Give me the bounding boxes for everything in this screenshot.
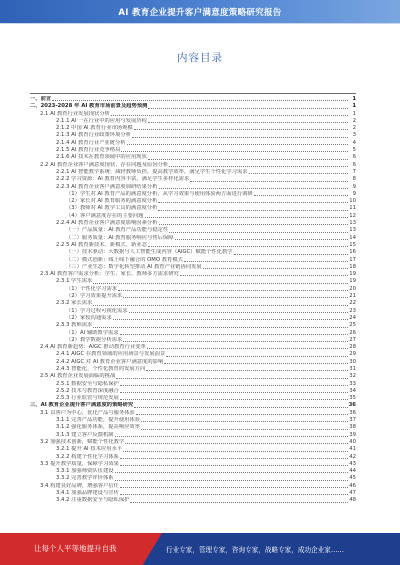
toc-entry-page-number: 1: [352, 96, 356, 102]
toc-entry[interactable]: [0, 220, 356, 227]
footer-tagline: 行业专家，管理专家，咨询专家，战略专家，成功企业家……: [166, 546, 345, 554]
dot-leader: [136, 414, 348, 415]
dot-leader: [180, 275, 348, 276]
toc-entry-title: 2.3 AI 教育客户需求分析：学生、家长、教师多方需求研究: [40, 271, 179, 278]
dot-leader: [118, 290, 348, 291]
dot-leader: [169, 166, 348, 167]
toc-entry-page-number: 20: [349, 285, 356, 292]
toc-entry-title: 2.1.4 AI 教育行业产业链分析: [56, 139, 126, 146]
dot-leader: [254, 195, 348, 196]
toc-entry-page-number: 40: [349, 438, 356, 445]
toc-entry-title: （二）模式创新：线上线下融合的 OMO 教育模式: [66, 256, 183, 263]
toc-entry-page-number: 11: [349, 205, 356, 212]
toc-entry[interactable]: [0, 293, 356, 300]
toc-entry[interactable]: [0, 337, 356, 344]
dot-leader: [120, 487, 348, 488]
dot-leader: [120, 334, 348, 335]
toc-entry[interactable]: [0, 111, 356, 118]
toc-entry[interactable]: [0, 125, 356, 132]
toc-entry[interactable]: [0, 147, 356, 154]
toc-entry[interactable]: [0, 205, 356, 212]
toc-entry[interactable]: [0, 213, 356, 220]
toc-entry-title: 2.5.3 行业监管与规范发展: [56, 395, 119, 402]
toc-entry[interactable]: [0, 264, 356, 271]
dot-leader: [120, 458, 348, 459]
dot-leader: [190, 181, 348, 182]
toc-entry-page-number: 33: [349, 380, 356, 387]
toc-entry-title: （3）教师对 AI 教学工具的满意度分析: [66, 205, 158, 212]
toc-entry-page-number: 35: [349, 395, 356, 402]
toc-entry-page-number: 27: [349, 336, 356, 343]
toc-entry-title: 2.2.4 AI 教育企业客户满意度影响因素分析: [56, 220, 158, 227]
toc-entry-page-number: 9: [352, 190, 356, 197]
toc-entry[interactable]: [0, 278, 356, 285]
dot-leader: [129, 312, 348, 313]
toc-entry[interactable]: [0, 103, 356, 110]
toc-entry[interactable]: [0, 475, 356, 482]
toc-entry-page-number: 19: [349, 278, 356, 285]
toc-entry-page-number: 31: [349, 365, 356, 372]
toc-entry-page-number: 42: [349, 453, 356, 460]
toc-entry[interactable]: [0, 351, 356, 358]
toc-entry[interactable]: [0, 497, 356, 504]
toc-entry-title: 2.1.5 AI 教育行业竞争格局: [56, 147, 121, 154]
toc-entry-title: （二）服务质量：AI 教育服务响应与售后保障: [66, 234, 174, 241]
toc-entry-page-number: 22: [349, 300, 356, 307]
toc-entry[interactable]: [0, 198, 356, 205]
dot-leader: [141, 421, 348, 422]
toc-entry[interactable]: [0, 96, 356, 103]
toc-entry-title: （1）学习过程可视化需求: [66, 307, 128, 314]
toc-entry-page-number: 7: [352, 168, 356, 175]
toc-entry-title: 3.4.2 注重数据安全与隐私保护: [56, 497, 130, 504]
toc-entry-title: 2.3.1 学生需求: [56, 278, 93, 285]
dot-leader: [184, 261, 348, 262]
toc-entry-title: 2.2.1 AI 智能教学系统：减轻教师负担，提高教学效率，满足学生个性化学习需求: [56, 168, 248, 175]
toc-entry[interactable]: [0, 176, 356, 183]
toc-entry[interactable]: [0, 381, 356, 388]
dot-leader: [123, 341, 348, 342]
dot-leader: [115, 480, 348, 481]
footer-banner: [0, 533, 400, 565]
toc-entry[interactable]: [0, 132, 356, 139]
toc-entry-page-number: 17: [349, 256, 356, 263]
dot-leader: [148, 246, 348, 247]
header-divider: [0, 23, 400, 24]
dot-leader: [121, 151, 348, 152]
toc-entry-page-number: 39: [349, 431, 356, 438]
toc-entry-page-number: 26: [349, 329, 356, 336]
toc-entry-page-number: 43: [349, 460, 356, 467]
dot-leader: [158, 210, 348, 211]
toc-entry-title: 2.5 AI 教育企业发展面临的挑战: [40, 373, 116, 380]
toc-entry[interactable]: [0, 344, 356, 351]
toc-entry-title: 3.1 以客户为中心，优化产品与服务体验: [40, 409, 135, 416]
toc-entry[interactable]: [0, 468, 356, 475]
toc-entry-title: 2.3.3 教师需求: [56, 322, 93, 329]
dot-leader: [120, 494, 348, 495]
toc-entry[interactable]: [0, 169, 356, 176]
toc-entry[interactable]: [0, 184, 356, 191]
toc-entry-page-number: 6: [352, 161, 356, 168]
toc-heading: 内容目录: [177, 52, 223, 64]
toc-entry-title: （4）客户满意度存在的主要问题: [66, 212, 144, 219]
dot-leader: [147, 348, 348, 349]
dot-leader: [134, 407, 347, 408]
toc-entry[interactable]: [0, 388, 356, 395]
toc-entry-title: （一）技术驱动：大数据与人工智能生成内容（AIGC）赋能个性化教学: [66, 249, 233, 256]
dot-leader: [148, 159, 348, 160]
dot-leader: [127, 144, 348, 145]
report-title: AI 教育企业提升客户满意度策略研究报告: [118, 7, 282, 18]
dot-leader: [203, 268, 348, 269]
toc-entry-title: 2.5.2 技术与教育深度融合: [56, 387, 119, 394]
toc-entry[interactable]: [0, 257, 356, 264]
toc-entry-title: 2.1.3 AI 教育行业政策环境分析: [56, 132, 132, 139]
report-header-bar: [0, 0, 400, 23]
toc-entry-page-number: 36: [348, 402, 356, 409]
toc-entry-title: 2.1.1 AI 一在行业中的应用与发展历程: [56, 117, 147, 124]
dot-leader: [123, 451, 348, 452]
toc-entry[interactable]: [0, 446, 356, 453]
toc-entry-title: 3.3.1 加强师资队伍建设: [56, 468, 114, 475]
toc-entry[interactable]: [0, 439, 356, 446]
toc-entry[interactable]: [0, 410, 356, 417]
dot-leader: [249, 173, 348, 174]
dot-leader: [175, 239, 348, 240]
toc-entry[interactable]: [0, 366, 356, 373]
dot-leader: [93, 327, 348, 328]
toc-entry-title: （一）产品质量：AI 教育产品功能与稳定性: [66, 227, 169, 234]
toc-entry-title: 3.1.2 强化服务体系，提高响应效率: [56, 424, 141, 431]
toc-entry-page-number: 18: [349, 263, 356, 270]
toc-entry-page-number: 48: [349, 497, 356, 504]
toc-entry-page-number: 12: [349, 212, 356, 219]
dot-leader: [115, 436, 348, 437]
toc-entry-title: 3.4.1 加强品牌建设与宣传: [56, 490, 119, 497]
toc-entry-page-number: 32: [349, 373, 356, 380]
dot-leader: [134, 129, 348, 130]
toc-entry-title: 2.4 AI 教育新趋势：AIGC 推动教育行业变革: [40, 344, 146, 351]
toc-entry-title: 2.3.2 家长需求: [56, 300, 93, 307]
toc-entry[interactable]: [0, 322, 356, 329]
dot-leader: [120, 399, 348, 400]
toc-entry[interactable]: [0, 140, 356, 147]
toc-entry-page-number: 5: [352, 147, 356, 154]
toc-entry[interactable]: [0, 395, 356, 402]
toc-entry-title: 3.2.1 提升 AI 技术应用水平: [56, 446, 123, 453]
toc-entry[interactable]: [0, 373, 356, 380]
toc-entry-title: 二、2023-2028 年 AI 教育市场前景及趋势预测: [30, 103, 148, 110]
dot-leader: [169, 232, 348, 233]
toc-entry[interactable]: [0, 454, 356, 461]
toc-entry-page-number: 30: [349, 358, 356, 365]
toc-entry-title: 2.2 AI 教育企业客户满意度现状、存在问题及原因分析: [40, 161, 169, 168]
toc-entry-page-number: 28: [349, 344, 356, 351]
toc-entry-page-number: 44: [349, 468, 356, 475]
toc-entry-title: 3.3 提升教学质量，保障学习效果: [40, 460, 119, 467]
toc-entry-page-number: 2: [352, 125, 356, 132]
toc-entry[interactable]: [0, 424, 356, 431]
toc-entry[interactable]: [0, 402, 356, 409]
toc-entry-title: 2.1.2 中国 AI 教育行业市场规模: [56, 125, 133, 132]
toc-entry-title: 3.1.1 完善产品功能，提升使用体验: [56, 417, 141, 424]
toc-entry-title: 2.4.3 智能化、个性化教育的发展方向: [56, 365, 146, 372]
dot-leader: [120, 385, 348, 386]
toc-entry[interactable]: [0, 242, 356, 249]
dot-leader: [111, 115, 348, 116]
toc-entry[interactable]: [0, 315, 356, 322]
toc-entry-page-number: 8: [352, 176, 356, 183]
toc-entry-title: （1）个性化学习需求: [66, 285, 118, 292]
dot-leader: [123, 297, 348, 298]
toc-entry[interactable]: [0, 227, 356, 234]
toc-entry-page-number: 13: [349, 227, 356, 234]
dot-leader: [116, 378, 348, 379]
toc-entry-title: 2.4.1 AIGC 在教育领域的应用场景与发展前景: [56, 351, 166, 358]
toc-entry-title: 三、AI 教育企业提升客户满意度的策略研究: [30, 402, 134, 409]
toc-entry-page-number: 45: [349, 475, 356, 482]
toc-entry-page-number: 13: [349, 220, 356, 227]
toc-entry-title: 3.1.3 建立客户反馈机制: [56, 431, 114, 438]
dot-leader: [120, 465, 348, 466]
toc-entry-page-number: 38: [349, 424, 356, 431]
dot-leader: [120, 392, 348, 393]
toc-entry-page-number: 19: [349, 271, 356, 278]
toc-entry-page-number: 1: [352, 110, 356, 117]
toc-entry-page-number: 34: [349, 387, 356, 394]
toc-entry-title: （2）学习效果提升需求: [66, 293, 123, 300]
toc-entry-page-number: 46: [349, 482, 356, 489]
toc-entry-page-number: 41: [349, 446, 356, 453]
toc-entry-title: （2）家长对 AI 教育服务的满意度分析: [66, 198, 158, 205]
dot-leader: [130, 502, 348, 503]
toc-entry[interactable]: [0, 490, 356, 497]
toc-entry-title: （1）学生对 AI 教育产品的满意度分析，从学习效果与使用体验两方面进行调研: [66, 190, 253, 197]
toc-entry-page-number: 16: [349, 249, 356, 256]
toc-divider: [30, 93, 356, 94]
toc-entry-page-number: 47: [349, 490, 356, 497]
toc-entry-title: （2）教学数据分析需求: [66, 336, 123, 343]
toc-entry-title: 2.1.6 AI 技术在教育领域中的应用现状: [56, 154, 147, 161]
toc-entry-title: 一、前言: [30, 96, 52, 102]
toc-entry[interactable]: [0, 235, 356, 242]
dot-leader: [115, 472, 348, 473]
toc-entry-page-number: 23: [349, 307, 356, 314]
dot-leader: [141, 429, 348, 430]
toc-entry[interactable]: [0, 191, 356, 198]
dot-leader: [164, 363, 348, 364]
dot-leader: [148, 122, 348, 123]
dot-leader: [145, 217, 348, 218]
toc-entry[interactable]: [0, 162, 356, 169]
dot-leader: [93, 305, 348, 306]
toc-entry-page-number: 14: [349, 234, 356, 241]
toc-entry-page-number: 2: [352, 117, 356, 124]
toc-entry-title: （1）AI 辅助教学需求: [66, 329, 119, 336]
toc-entry-title: 2.4.2 AIGC 对 AI 教育企业客户满意度的影响: [56, 358, 164, 365]
dot-leader: [113, 319, 348, 320]
dot-leader: [166, 356, 348, 357]
toc-entry-title: 3.2 加强技术创新，赋能个性化教学: [40, 438, 125, 445]
footer-slogan: 让每个人平等地提升自我: [34, 544, 117, 553]
toc-entry[interactable]: [0, 249, 356, 256]
toc-entry[interactable]: [0, 271, 356, 278]
dot-leader: [158, 202, 348, 203]
toc-entry-page-number: 1: [352, 103, 356, 110]
toc-entry[interactable]: [0, 483, 356, 490]
toc-entry-page-number: 25: [349, 322, 356, 329]
toc-entry-title: 3.2.2 构建个性化学习体系: [56, 453, 119, 460]
toc-entry-title: 3.3.2 完善教学评价体系: [56, 475, 114, 482]
toc-entry[interactable]: [0, 417, 356, 424]
toc-entry-page-number: 9: [352, 183, 356, 190]
toc-entry-title: 2.2.5 AI 教育新技术、新模式、新业态: [56, 241, 147, 248]
dot-leader: [125, 443, 348, 444]
toc-entry-title: 2.5.1 数据安全与隐私保护: [56, 380, 119, 387]
toc-entry[interactable]: [0, 308, 356, 315]
toc-entry[interactable]: [0, 432, 356, 439]
toc-entry[interactable]: [0, 330, 356, 337]
toc-entry-page-number: 36: [349, 409, 356, 416]
dot-leader: [52, 100, 348, 101]
toc-entry-page-number: 24: [349, 314, 356, 321]
dot-leader: [148, 108, 348, 109]
toc-entry-page-number: 4: [352, 139, 356, 146]
toc-entry-title: （三）产业生态：数字化转型推动 AI 教育产业链协同发展: [66, 263, 202, 270]
toc-entry-title: 2.2.3 AI 教育企业客户满意度调研结果分析: [56, 183, 158, 190]
toc-entry-title: 2.2.2 学习资源：AI 教育内容丰富，满足学生多样化需求: [56, 176, 190, 183]
toc-entry[interactable]: [0, 154, 356, 161]
toc-entry[interactable]: [0, 359, 356, 366]
toc-entry-title: 3.4 构建良好品牌，增强客户信任: [40, 482, 119, 489]
toc-list: [0, 96, 356, 505]
toc-entry-page-number: 15: [349, 241, 356, 248]
toc-entry[interactable]: [0, 461, 356, 468]
dot-leader: [132, 137, 348, 138]
dot-leader: [146, 370, 348, 371]
toc-entry-page-number: 21: [349, 293, 356, 300]
dot-leader: [234, 254, 348, 255]
dot-leader: [159, 188, 349, 189]
toc-entry-page-number: 29: [349, 351, 356, 358]
dot-leader: [159, 224, 349, 225]
toc-entry[interactable]: [0, 118, 356, 125]
toc-entry-page-number: 6: [352, 154, 356, 161]
toc-entry-title: （2）家校沟通需求: [66, 314, 112, 321]
toc-entry[interactable]: [0, 300, 356, 307]
toc-entry[interactable]: [0, 286, 356, 293]
toc-entry-page-number: 37: [349, 417, 356, 424]
dot-leader: [93, 283, 348, 284]
toc-entry-title: 2.1 AI 教育行业发展现状分析: [40, 110, 110, 117]
toc-entry-page-number: 3: [352, 132, 356, 139]
toc-entry-page-number: 10: [349, 198, 356, 205]
